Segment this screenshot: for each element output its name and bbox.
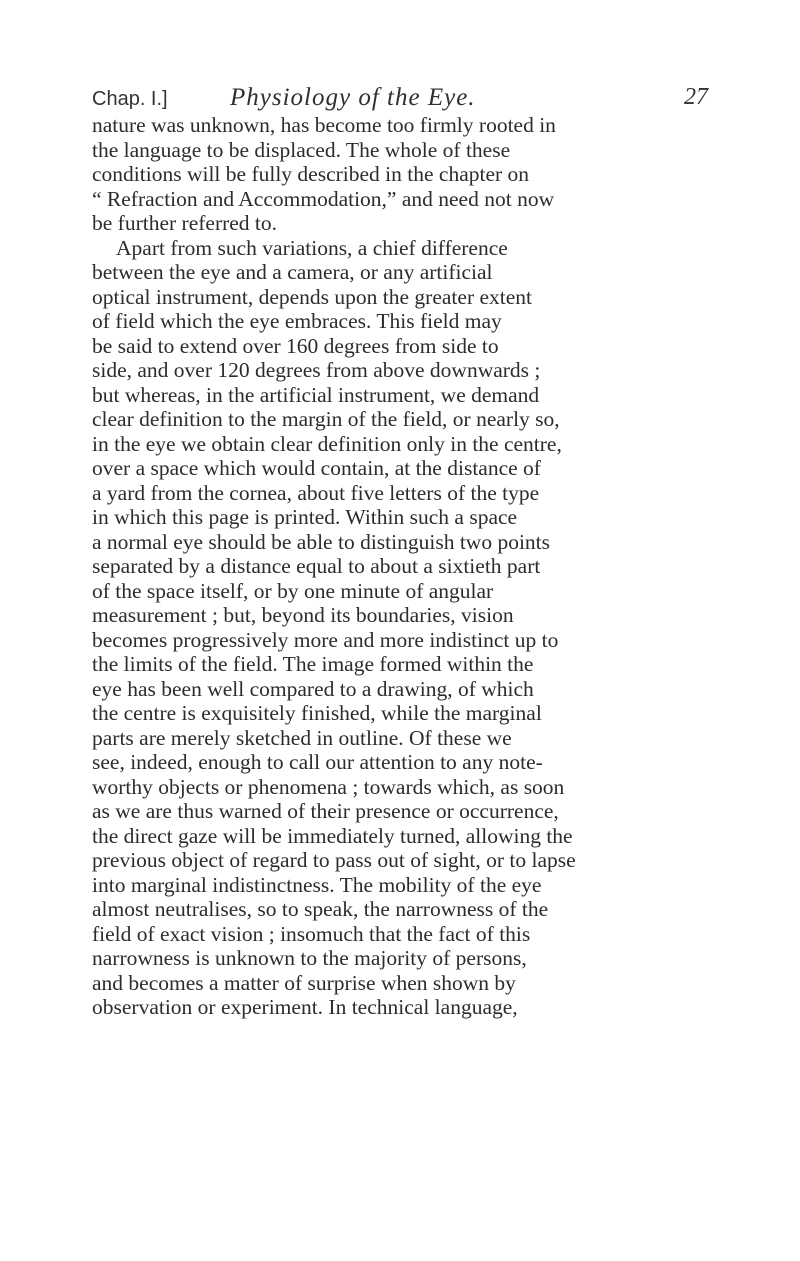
body-text	[92, 113, 717, 1020]
text-line: between the eye and a camera, or any artificial	[92, 260, 493, 284]
running-title: Physiology of the Eye.	[230, 84, 476, 111]
text-line: into marginal indistinctness. The mobility of the eye	[92, 872, 542, 897]
text-line: observation or experiment. In technical language,	[92, 995, 518, 1019]
text-line: eye has been well compared to a drawing, of which	[92, 676, 534, 701]
text-line: conditions will be fully described in the chapter on	[92, 162, 530, 186]
text-line: parts are merely sketched in outline. Of these we	[92, 725, 512, 750]
text-line: “ Refraction and Accommodation,” and need not now	[92, 186, 555, 211]
text-line: the direct gaze will be immediately turned, allowing the	[92, 823, 573, 848]
text-line: becomes progressively more and more indistinct up to	[92, 627, 559, 652]
text-line: over a space which would contain, at the distance of	[92, 456, 541, 480]
chapter-label: Chap. I.]	[92, 88, 168, 110]
text-line: be further referred to.	[92, 211, 278, 235]
text-line: see, indeed, enough to call our attention to any note-	[92, 750, 543, 774]
text-line: measurement ; but, beyond its boundaries, vision	[92, 603, 514, 627]
text-line: in which this page is printed. Within such a space	[92, 505, 518, 529]
text-line: separated by a distance equal to about a sixtieth part	[92, 554, 541, 578]
text-line: a yard from the cornea, about five letters of the type	[92, 480, 540, 505]
page-number: 27	[684, 84, 708, 110]
text-line: the centre is exquisitely finished, while the marginal	[92, 701, 542, 725]
text-line: side, and over 120 degrees from above downwards ;	[92, 358, 541, 382]
text-line: of the space itself, or by one minute of angular	[92, 578, 494, 603]
text-line: previous object of regard to pass out of sight, or to lapse	[92, 848, 576, 872]
text-line: worthy objects or phenomena ; towards which, as soon	[92, 774, 565, 799]
text-line: nature was unknown, has become too firmly rooted in	[92, 113, 556, 137]
text-line: a normal eye should be able to distinguish two points	[92, 529, 551, 554]
text-line: the limits of the field. The image formed within the	[92, 652, 534, 676]
text-line: almost neutralises, so to speak, the narrowness of the	[92, 897, 549, 921]
text-line: of field which the eye embraces. This field may	[92, 309, 502, 333]
running-head	[92, 84, 708, 114]
text-line: and becomes a matter of surprise when shown by	[92, 970, 516, 995]
text-line: optical instrument, depends upon the greater extent	[92, 284, 533, 309]
text-line: but whereas, in the artificial instrument, we demand	[92, 382, 540, 407]
text-line: narrowness is unknown to the majority of persons,	[92, 946, 527, 970]
text-line: clear definition to the margin of the field, or nearly so,	[92, 407, 560, 431]
text-line: in the eye we obtain clear definition only in the centre,	[92, 431, 562, 456]
text-line: field of exact vision ; insomuch that the fact of this	[92, 921, 531, 946]
text-line: the language to be displaced. The whole of these	[92, 137, 511, 162]
text-line: as we are thus warned of their presence or occurrence,	[92, 799, 559, 823]
paragraph-start-line: Apart from such variations, a chief difference	[116, 235, 508, 260]
text-line: be said to extend over 160 degrees from side to	[92, 333, 499, 358]
